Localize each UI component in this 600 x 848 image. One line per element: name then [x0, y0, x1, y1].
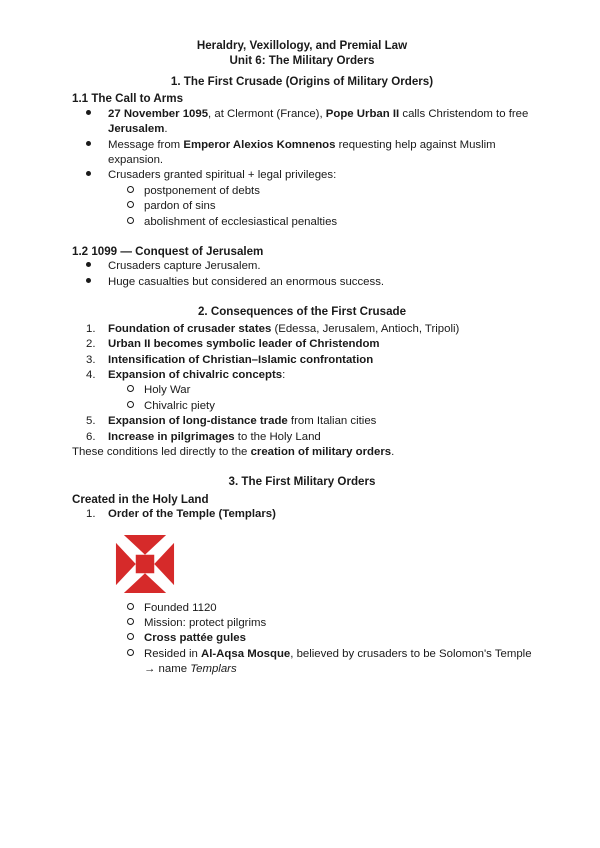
- circle-bullet-icon: [127, 201, 134, 208]
- consequence-item: 5. Expansion of long-distance trade from Italian cities: [86, 415, 377, 428]
- fact-mission: Mission: protect pilgrims: [72, 616, 532, 631]
- chivalric-item: Holy War: [72, 383, 532, 398]
- section1-heading: 1. The First Crusade (Origins of Military Orders): [170, 75, 434, 88]
- circle-bullet-icon: [127, 649, 134, 656]
- bullet-call-to-arms: 27 November 1095, at Clermont (France), Pope Urban II calls Christendom to free Jerusalem.: [72, 107, 532, 138]
- templar-cross-image: [72, 531, 532, 593]
- section3-subheading: Created in the Holy Land: [72, 492, 209, 506]
- bullet-dot-icon: [86, 262, 91, 267]
- bullet-dot-icon: [86, 278, 91, 283]
- consequence-item: 2. Urban II becomes symbolic leader of Christendom: [86, 338, 380, 351]
- unit-title: Unit 6: The Military Orders: [229, 54, 375, 67]
- document-title: Heraldry, Vexillology, and Premial Law: [196, 39, 408, 52]
- circle-bullet-icon: [127, 385, 134, 392]
- privilege-item: abolishment of ecclesiastical penalties: [72, 215, 532, 230]
- fact-founded: Founded 1120: [72, 601, 532, 616]
- consequence-item: 6. Increase in pilgrimages to the Holy Land: [86, 430, 321, 443]
- circle-bullet-icon: [127, 186, 134, 193]
- circle-bullet-icon: [127, 401, 134, 408]
- section3-heading: 3. The First Military Orders: [228, 475, 376, 489]
- consequence-item: 3. Intensification of Christian–Islamic confrontation: [86, 353, 374, 366]
- document-page: [72, 38, 532, 678]
- subsection-1-2-heading: 1.2 1099 — Conquest of Jerusalem: [72, 245, 264, 259]
- conclusion-paragraph: These conditions led directly to the creation of military orders.: [72, 445, 395, 458]
- bullet-dot-icon: [86, 171, 91, 176]
- bullet-emperor-message: Message from Emperor Alexios Komnenos requesting help against Muslim expansion.: [72, 138, 532, 169]
- circle-bullet-icon: [127, 217, 134, 224]
- chivalric-item: Chivalric piety: [72, 399, 532, 414]
- circle-bullet-icon: [127, 633, 134, 640]
- bullet-casualties: Huge casualties but considered an enormous success.: [72, 275, 532, 290]
- fact-resided: Resided in Al-Aqsa Mosque, believed by crusaders to be Solomon's Temple → name Templars: [72, 647, 532, 678]
- consequence-item: 1. Foundation of crusader states (Edessa, Jerusalem, Antioch, Tripoli): [86, 322, 460, 335]
- cross-pattee-icon: [112, 531, 178, 597]
- bullet-privileges: Crusaders granted spiritual + legal privileges:: [72, 168, 532, 183]
- consequence-item: 4. Expansion of chivalric concepts:: [86, 368, 286, 381]
- privilege-item: postponement of debts: [72, 184, 532, 199]
- circle-bullet-icon: [127, 618, 134, 625]
- bullet-conquest: Crusaders capture Jerusalem.: [72, 259, 532, 274]
- section2-heading: 2. Consequences of the First Crusade: [197, 305, 407, 319]
- circle-bullet-icon: [127, 603, 134, 610]
- order-item-templars: 1. Order of the Temple (Templars): [86, 508, 276, 521]
- bullet-dot-icon: [86, 141, 91, 146]
- bullet-dot-icon: [86, 110, 91, 115]
- privilege-item: pardon of sins: [72, 199, 532, 214]
- fact-arms: Cross pattée gules: [72, 631, 532, 646]
- subsection-1-1-heading: 1.1 The Call to Arms: [72, 92, 184, 106]
